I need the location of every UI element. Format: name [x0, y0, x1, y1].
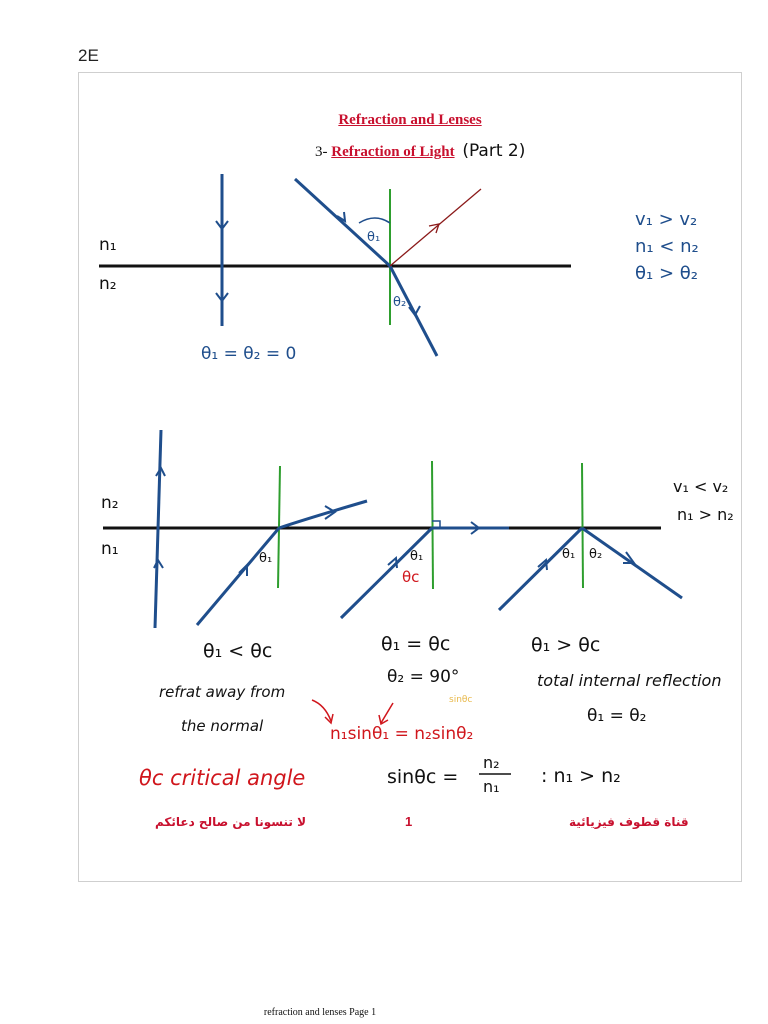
page-title: Refraction and Lenses: [338, 112, 482, 128]
case3-condition: θ₁ > θc: [531, 634, 601, 656]
section-number: 3-: [315, 144, 328, 160]
footer-dua-text: لا تنسونا من صالح دعائكم: [155, 815, 307, 829]
critical-angle-label: θc: [402, 568, 420, 586]
critical-condition: : n₁ > n₂: [541, 765, 621, 787]
critical-angle-title: θc critical angle: [139, 766, 306, 790]
refracted-ray-case1: [279, 501, 367, 528]
case1-note: the normal: [181, 717, 264, 735]
theta1-label: θ₁: [562, 547, 576, 562]
part-note: (Part 2): [462, 141, 526, 161]
case2-condition: θ₁ = θc: [381, 633, 451, 655]
section-subtitle: [315, 141, 525, 161]
rule-line: θ₁ > θ₂: [635, 263, 698, 284]
footer-channel-name: قناة قطوف فيزيائية: [569, 815, 689, 829]
case1-condition: θ₁ < θc: [203, 640, 273, 662]
reflected-ray-1: [390, 189, 481, 266]
theta1-label: θ₁: [259, 551, 273, 566]
theta1-label: θ₁: [367, 230, 381, 245]
rule-line: v₁ < v₂: [673, 477, 729, 496]
angle-arc-1: [359, 218, 390, 223]
section-title: Refraction of Light: [331, 144, 455, 160]
case3-note: total internal reflection: [537, 671, 722, 690]
red-arrow: [312, 700, 331, 721]
theta1-label: θ₁: [410, 549, 424, 564]
refracted-ray-1: [390, 266, 437, 356]
normal-line-case3: [582, 463, 583, 588]
incident-ray-case1: [197, 528, 279, 625]
case3-equal: θ₁ = θ₂: [587, 706, 647, 726]
page-label: 2E: [78, 46, 99, 65]
normal-line-case2: [432, 461, 433, 589]
footer-page-number: 1: [405, 814, 413, 829]
incident-ray-1: [295, 179, 390, 266]
case1-note: refrat away from: [159, 683, 286, 701]
onenote-page-footer: refraction and lenses Page 1: [263, 1007, 377, 1018]
rule-line: n₁ < n₂: [635, 236, 699, 257]
medium-n2-label: n₂: [99, 274, 117, 294]
rule-line: n₁ > n₂: [677, 505, 734, 524]
note-sheet: [78, 72, 742, 882]
medium-n1-label: n₁: [101, 539, 119, 559]
ray-arrow: [154, 560, 163, 568]
theta2-label: θ₂: [393, 295, 407, 310]
drawing-canvas: [79, 73, 741, 881]
fraction-numerator: n₂: [483, 753, 500, 772]
snell-equation: n₁sinθ₁ = n₂sinθ₂: [330, 724, 474, 744]
medium-n2-label: n₂: [101, 493, 119, 513]
theta2-label: θ₂: [589, 547, 603, 562]
case2-angle: θ₂ = 90°: [387, 667, 460, 687]
medium-n1-label: n₁: [99, 235, 117, 255]
rule-line: v₁ > v₂: [635, 209, 698, 230]
critical-formula: sinθc =: [387, 766, 459, 788]
fraction-denominator: n₁: [483, 777, 500, 796]
normal-incidence-label: θ₁ = θ₂ = 0: [201, 344, 297, 364]
snell-aside: sinθc: [449, 695, 473, 705]
incident-ray-case3: [499, 528, 582, 610]
